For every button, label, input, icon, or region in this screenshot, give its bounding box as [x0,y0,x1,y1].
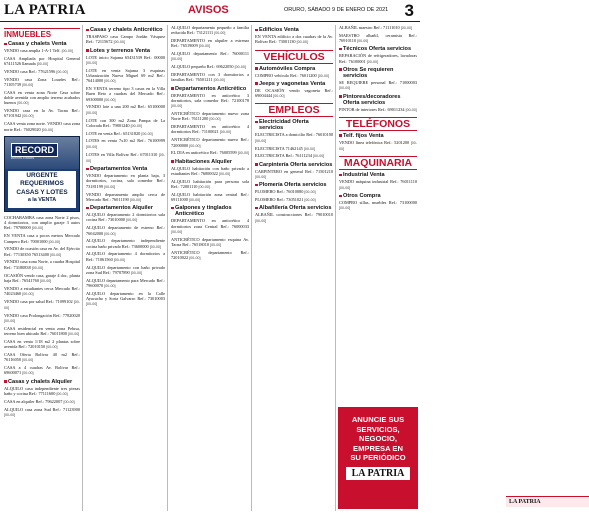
major-category-heading: MAQUINARIA [339,156,417,170]
ad-reference: [00-00] [189,256,201,261]
record-line: CASAS Y LOTES [16,189,68,197]
ad-reference: [00-00] [255,138,267,143]
footer-brand-strip [506,496,589,507]
classified-ad [86,173,165,190]
ad-text: VENDO de ocasión casa en Av. del Ejército Ref.: 77130350 76513400 [4,246,80,257]
classified-ad [339,107,417,113]
classified-column-3 [169,25,252,511]
subcategory-heading: Telf. fijos Venta [339,133,417,139]
ad-reference: [00-00] [218,171,231,176]
ad-reference: [00-00] [4,299,80,311]
ad-text: ALQUILO pequeño Ref.: 69622050 [171,64,234,70]
classified-ad [86,192,165,204]
classified-column-1 [2,25,83,511]
ad-reference: [00-00] [113,257,126,262]
house-ad-brand: LA PATRIA [346,467,411,480]
ad-reference: [00-00] [304,190,316,195]
classified-column-2 [84,25,168,511]
ad-text: PLOMERO Ref.: 73051021 [255,197,304,203]
classified-ad [255,212,333,224]
ad-reference: [00-00] [219,130,231,135]
subcategory-heading: Casas y chalets Anticrético [86,27,165,33]
ad-reference: [00-00] [86,144,98,149]
ad-text: ANTICRÉTICO departamento esquina Av. Tacna Ref.: 76518010 [171,236,249,248]
ad-text: VENDO casa Ref.: 77621596 [4,68,56,74]
ad-text: ALQUILO departamento en la Calle Ayacucho y Soria Galvarro Ref.: 73010003 [86,290,165,301]
subcategory-heading: Jeeps y vagonetas Venta [255,81,333,87]
classified-ad [4,339,80,351]
classified-ad [4,77,80,89]
classified-ad [171,237,249,249]
classified-ad [86,138,165,150]
ad-reference: [00-00] [40,278,52,283]
ad-text: COMPRO vehículo Ref.: 76011200 [255,72,317,78]
ad-reference: [00-00] [56,392,68,397]
ad-text: VENDO departamento amplio cerca de Mercado Ref.: 76011190 [86,191,165,202]
ad-text: ALQUILO habitación zona central Ref.: 69111000 [171,191,249,203]
subcategory-heading: Habitaciones Alquiler [171,159,249,165]
subcategory-heading: Automóviles Compra [255,66,333,72]
ad-text: CARPINTERO en general Ref.: 71501210 [255,168,333,174]
subcategory-heading: Técnicos Oferta servicios [339,46,417,52]
subcategory-heading: Carpintería Oferta servicios [255,162,333,168]
house-ad-line: EMPRESA EN [353,443,403,453]
classified-ad [86,212,165,224]
classified-ad [86,104,165,116]
record-message-panel [8,171,76,208]
classified-ad [255,34,333,46]
ad-reference: [00-00] [63,399,75,404]
ad-text: CASA Oferta Bolívar 40 m2 Ref.: 76116050 [4,352,80,363]
ad-text: OCASIÓN vendo casa, garaje 4 dor., planta baja Ref.: 76541760 [4,272,80,283]
ad-text: ALQUILO habitación para persona sola Ref.: 72001110 [171,178,249,190]
ad-reference: [00-00] [4,412,16,417]
ad-reference: [00-00] [339,140,417,152]
section-title: AVISOS [188,4,229,16]
ad-reference: [00-00] [366,59,379,64]
classified-ad [171,64,249,70]
house-ad-line: ANUNCIE SUS [351,415,405,424]
ad-text: LOTE en venta Ref.: 65131820 [86,130,141,136]
record-line: REQUERIMOS [20,180,64,188]
ad-text: ALQUILO departamento Ref.: 76000111 [171,51,249,57]
ad-reference: [00-00] [22,291,34,296]
classified-ad [86,225,165,237]
ad-reference: [00-00] [273,94,285,99]
ad-reference: [00-00] [61,49,73,53]
classified-ad [171,150,249,156]
ad-reference: [00-00] [255,174,267,179]
ad-text: TRASPASO casa Campo Jordán Vásquez Ref.: 72115672 [86,34,165,45]
classified-ad [4,399,80,405]
classified-ad [86,68,165,85]
record-sublogo: Bienes Raíces [11,155,35,160]
ad-reference: [00-00] [56,69,68,74]
house-ad-line: NEGOCIO, [359,434,397,444]
record-real-estate-advert [4,136,80,212]
subcategory-heading: Industrial Venta [339,172,417,178]
footer-brand: LA PATRIA [509,499,541,505]
classified-ad [86,86,165,103]
ad-text: LOTES en venta 7x10 m2 Ref.: 76100999 [86,138,165,144]
ad-reference: [00-00] [130,123,142,128]
ad-reference: [00-00] [339,185,351,190]
ad-reference: [00-00] [36,62,48,67]
classified-ad [171,137,249,149]
ad-text: ALQUILO casa zona Sud Ref.: 71123900 [4,406,80,412]
subcategory-heading: Casas y chalets Alquiler [4,379,80,385]
ad-reference: [00-00] [104,184,116,189]
subcategory-heading: Pintores/decoradores Oferta servicios [339,94,417,106]
ad-text: EL DIA en anticrético Ref.: 76005599 [171,150,237,156]
classified-ad [86,238,165,250]
ad-reference: [00-00] [31,226,44,231]
ad-text: VENDO casa zona Norte, a cuadra Hospital Ref.: 73180838 [4,259,80,270]
ad-reference: [00-00] [198,185,210,190]
ad-text: VENDO casa amplia 1-A-1 Telf. [4,48,61,53]
classified-ad [339,140,417,153]
ad-text: COMPRO sillas, muebles Ref.: 73100000 [339,200,417,206]
ad-reference: [00-00] [405,107,417,112]
ad-text: DE OCASIÓN vendo vagoneta Ref.: 69004444 [255,87,333,99]
ad-text: EN VENTA terreno tipo 3 casas en la Villa Buen Reto a cuadras del Mercado Ref.: 69300000 [86,86,165,102]
ad-text: ANTICRÉTICO departamento nuevo Ref.: 72000000 [171,137,249,148]
ad-reference: [00-00] [313,154,325,159]
ad-reference: [00-00] [189,143,201,148]
ad-text: VENDO casa Zona Lourdes Ref.: 71105739 [4,76,80,87]
classified-ad [86,34,165,46]
classified-ad [339,33,417,45]
ad-text: ALQUILO departamento para Mercado Ref.: 79600070 [86,277,165,288]
ad-text: LOTE con 300 m2 Zona Pampa de La Colorada Ref.: 79801240 [86,117,165,128]
classified-ad [4,386,80,398]
ad-reference: [00-00] [50,252,62,257]
ad-text: ELECTRICISTA a domicilio Ref.: 76010100 [255,132,333,138]
classified-ad [86,291,165,308]
ad-reference: [00-00] [214,31,226,36]
classified-ad [4,90,80,107]
ad-text: CASA residencial en venta zona Pelusa, terreno bien ubicado Ref.: 76011800 [4,325,80,337]
ad-text: LOTES en Villa Bolívar Ref.: 67011310 [86,151,158,157]
house-ad-line: SU PERIÓDICO [350,453,406,463]
classified-ad [255,153,333,159]
ad-text: CASA en venta 1/18 m2 2 plantas sobre avenida Ref.: 72010150 [4,339,80,350]
ad-reference: [00-00] [171,230,183,235]
ad-text: COCHABAMBA casa zona Norte 2 pisos, 4 dormitorios, con amplio garaje 3 autos Ref.: 79700000 [4,214,80,231]
subcategory-heading: Otros Se requieren servicios [339,67,417,79]
classified-ad [171,250,249,262]
major-category-heading: EMPLEOS [255,103,333,117]
ad-reference: [00-00] [141,131,153,136]
ad-text: PLOMERO Ref.: 76010080 [255,189,304,195]
record-line: a la VENTA [27,196,57,203]
ad-text: CASA Ampliada por Hospital General 67411526 llamada [4,55,80,67]
major-category-heading: VEHÍCULOS [255,50,333,64]
ad-text: VENDO a estudiantes cerca Mercado Ref.: 74023460 [4,285,80,296]
house-ad-line: SERVICIOS, [356,424,400,434]
ad-text: ALQUILO habitación con baño privado a estudiantes Ref.: 76000022 [171,165,249,176]
classified-ad [4,313,80,325]
classified-ad [255,132,333,144]
classified-ad [4,326,80,338]
classified-column-5 [337,25,419,511]
classified-ad [4,273,80,285]
classified-ad [4,246,80,258]
ad-reference: [00-00] [104,283,116,288]
issue-date: ORURO, SÁBADO 9 DE ENERO DE 2021 [284,7,389,13]
ad-text: VENDO casa por salud Ref.: 71099102 [4,298,73,304]
ad-reference: [00-00] [234,65,246,70]
ad-reference: [00-00] [339,86,351,91]
subcategory-heading: Galpones y tinglados Anticrético [171,205,249,217]
ad-text: ANTICRÉTICO departamento nuevo zona Norte Ref.: 76111200 [171,111,249,122]
ad-text: ALQUILO departamento de estreno Ref.: 76042000 [86,225,165,236]
major-category-heading: TELÉFONOS [339,117,417,131]
classified-ad [171,192,249,204]
classified-ad [4,108,80,120]
ad-text: CASA a 4 cuadras Av. Bolívar Ref.: 69600071 [4,365,80,376]
ad-reference: [00-00] [400,26,412,30]
ad-text: EN VENTA edificio a dos cuadras de la Av. Bolívar Ref.: 73001130 [255,34,333,45]
ad-text: ELECTRICISTA Ref.: 76111234 [255,153,312,159]
page-header [0,0,420,22]
classified-ad [4,299,80,312]
classified-ad [4,365,80,377]
ad-reference: [00-00] [357,39,369,44]
classified-ad [255,146,333,152]
ad-reference: [00-00] [129,197,142,202]
classified-ad [4,215,80,232]
ad-text: DEPARTAMENTO en anticrético 4 dormitorios Ref.: 71100021 [171,124,249,135]
classified-ad [255,88,333,100]
ad-reference: [00-00] [48,239,60,244]
classified-ad [86,152,165,165]
ad-text: CASA en alquiler Ref.: 79622007 [4,398,63,404]
subcategory-heading: Casas y chalets Venta [4,41,80,47]
ad-reference: [00-00] [22,114,34,119]
ad-reference: [00-00] [317,73,329,78]
ad-reference: [00-00] [113,40,125,45]
classified-ad [171,38,249,50]
record-logo: RECORD [11,143,58,157]
ad-text: ANTICRÉTICO departamento Ref.: 72010022 [171,249,249,261]
ad-text: VENDO casa Prolongación Ref.: 77820020 [4,312,80,318]
classified-ad [171,179,249,191]
ad-reference: [00-00] [213,78,225,83]
classified-ad [171,218,249,235]
ad-text: ALQUILO casa independiente tres piezas baño y cocina Ref.: 77111600 [4,385,80,397]
classified-ad [171,93,249,110]
ad-text: DEPARTAMENTO con 3 dormitorios a familias Ref.: 76501211 [171,72,249,83]
ad-text: LOTE en venta Sajama 3 esquinas Urbanización Nueva Miguel 69 m2 Ref.: 76414000 [86,67,165,84]
classified-ad [255,169,333,181]
ad-reference: [00-00] [86,152,165,163]
classified-ad [171,72,249,84]
ad-reference: [00-00] [237,151,249,156]
ad-text: LOTE inicio Sajama 65431539 Ref.: 00000 [86,54,165,60]
newspaper-brand: LA PATRIA [4,2,86,18]
classified-ad [4,407,80,419]
classified-ad [4,352,80,364]
subcategory-heading: Departamentos Venta [86,166,165,172]
ad-reference: [00-00] [22,82,34,87]
ad-reference: [00-00] [149,244,161,249]
classified-ad [339,200,417,212]
subcategory-heading: Edificios Venta [255,27,333,33]
ad-text: ALQUILO departamento pequeño a familia reducida Ref.: 73121111 [171,25,249,36]
subcategory-heading: Otros Compra [339,193,417,199]
ad-text: VENDO departamento en planta baja, 3 dormitorios, cocina, sala comedor Ref.: 73181199 [86,173,165,189]
classified-ad [4,56,80,68]
ad-text: PINTOR de interiores Ref.: 69011234 [339,106,405,112]
ad-reference: [00-00] [171,57,183,62]
ad-reference: [00-00] [41,127,53,132]
classified-ad [86,265,165,277]
ad-text: DEPARTAMENTO en anticrético 3 dormitorios, sala comedor Ref.: 72100178 [171,92,249,103]
ad-reference: [00-00] [296,40,308,45]
ad-reference: [00-00] [46,345,58,350]
ad-text: ALBAÑIL construcciones Ref.: 79010010 [255,212,333,218]
ad-reference: [00-00] [303,146,316,151]
ad-text: CASA venta zona norte. VENDO casa zona norte Ref.: 76029020 [4,121,80,132]
ad-text: ALQUILO departamento independiente cocina baño privado Ref.: 73600000 [86,238,165,249]
ad-text: MAESTRO albañil, ceramista Ref.: 76910110 [339,32,417,44]
subcategory-heading: Albañilería Oferta servicios [255,205,333,211]
classified-ad [4,286,80,298]
ad-text: DEPARTAMENTO en alquiler a estrenar Ref.: 76519009 [171,38,249,49]
classified-ad [339,25,417,31]
ad-reference: [00-00] [86,60,98,65]
classified-ad [339,53,417,65]
ad-reference: [00-00] [339,206,351,211]
classified-ad [4,259,80,271]
subcategory-heading: Plomería Oferta servicios [255,182,333,188]
ad-text: VENDO lote a una 200 m2 Ref.: 65100000 [86,104,165,110]
ad-reference: [00-00] [198,44,211,49]
classified-ad [86,131,165,137]
ad-text: ALQUILO departamento 4 dormitorios a Ref.: 71061560 [86,251,165,262]
classified-ad [339,80,417,92]
page-number: 3 [404,1,414,20]
record-line: URGENTE [26,171,58,179]
ad-text: CASA en venta zona Norte Casa sobre doble avenida con amplio terreno acabados buenos [4,89,80,106]
ad-text: EN VENTA casa a pocos metros Mercado Campero Ref.: 70001000 [4,233,80,244]
classified-ad [4,121,80,133]
ad-reference: [00-00] [104,97,116,102]
ad-text: ALQUILO departamento 2 dormitorios sala cocina Ref.: 73010000 [86,212,165,223]
ad-reference: [00-00] [104,231,116,236]
subcategory-heading: Departamentos Anticrético [171,86,249,92]
classified-ad [171,111,249,123]
ad-reference: [00-00] [31,265,44,270]
ad-reference: [00-00] [104,79,116,84]
subcategory-heading: Electricidad Oferta servicios [255,119,333,131]
ad-reference: [00-00] [86,110,98,115]
ad-reference: [00-00] [22,371,34,376]
ad-reference: [00-00] [188,198,201,203]
ad-text: ELECTRICISTA 71462145 [255,145,303,151]
classified-ad [86,251,165,263]
ad-reference: [00-00] [86,302,98,307]
ad-reference: [00-00] [22,358,34,363]
classified-ad [171,25,249,37]
classified-ad [4,233,80,245]
house-advert [338,407,418,509]
subcategory-heading: Departamentos Alquiler [86,205,165,211]
ad-reference: [00-00] [171,104,183,109]
classified-ad [171,166,249,178]
ad-text: ALBAÑIL maestro Ref.: 71111010 [339,25,400,30]
classified-ad [255,197,333,203]
ad-text: REPARACIÓN de refrigeradores, lavadoras Ref.: 76100001 [339,53,417,64]
ad-reference: [00-00] [17,101,29,106]
classified-ad [255,189,333,195]
classified-ad [86,55,165,67]
classified-ad [171,124,249,136]
ad-reference: [00-00] [126,218,138,223]
classified-ad [86,278,165,290]
ad-text: VENDO máquina industrial Ref.: 76011110 [339,179,417,185]
ad-text: VENDO línea telefónica Ref.: 5201200 [339,139,410,145]
ad-reference: [00-00] [68,332,80,337]
ad-text: DEPARTAMENTO en anticrético 4 dormitorios zona Central Ref.: 76000033 [171,218,249,229]
classified-ad [4,48,80,54]
classified-ad [339,179,417,191]
ad-text: VENDO casa en la Av. Tacna Ref.: 67101942 [4,108,80,119]
ad-reference: [00-00] [210,243,222,248]
classified-ad [255,73,333,79]
ad-reference: [00-00] [304,198,316,203]
ad-reference: [00-00] [4,319,16,324]
ad-reference: [00-00] [130,270,142,275]
classified-ad [171,51,249,63]
classified-ad [86,118,165,130]
ad-reference: [00-00] [209,117,221,122]
category-heading: INMUEBLES [4,28,80,39]
classified-ad [4,69,80,75]
subcategory-heading: Lotes y terrenos Venta [86,48,165,54]
ad-text: ALQUILO departamento con baño privado zona Sud Ref.: 79707890 [86,264,165,275]
ad-reference: [00-00] [255,218,267,223]
ad-text: SE REQUIERE personal Ref.: 71000003 [339,79,417,85]
